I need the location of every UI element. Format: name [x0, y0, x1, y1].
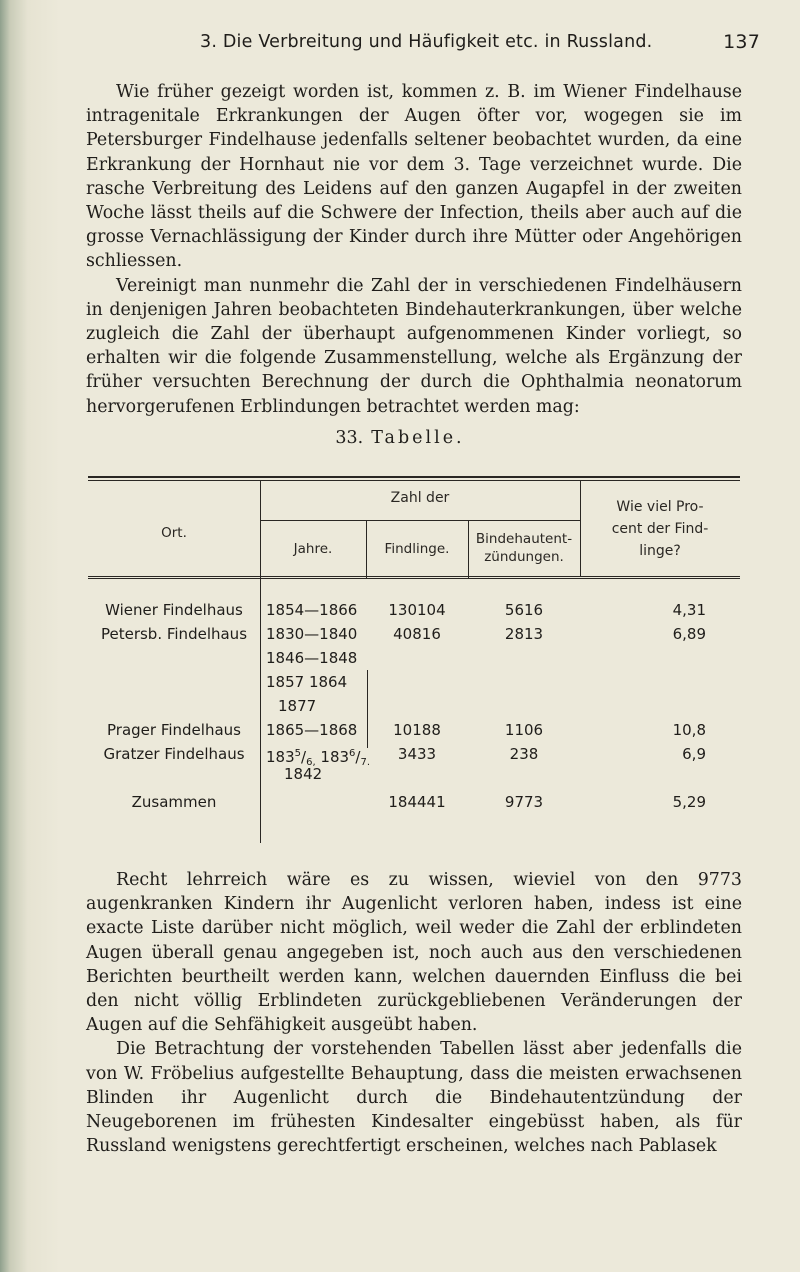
table-cell-bindehaut: 238 — [509, 745, 539, 763]
table-cell-jahre: 1846—1848 — [266, 649, 358, 667]
table-cell-findlinge: 184441 — [388, 793, 446, 811]
table-cell-jahre: 1854—1866 — [266, 601, 358, 619]
paragraph: Recht lehrreich wäre es zu wissen, wieviel von den 9773 augenkranken Kindern ihr Augenlicht verloren haben, indess ist eine exacte Liste darüber nicht möglich, weil weder die Zahl der erblindeten Augen überall genau angegeben ist, noch auch aus den verschiedenen Berichten beurtheilt werden kann, welchen dauernden Einfluss die bei den nicht völlig Erblindeten zurückgebliebenen Veränderungen der Augen auf die Sehfähigkeit ausgeübt haben. — [86, 870, 742, 1036]
table-cell-bindehaut: 5616 — [504, 601, 544, 619]
year-fraction: 183 — [320, 748, 350, 766]
table-cell-jahre: 1865—1868 — [266, 721, 358, 739]
table-cell-bindehaut: 9773 — [504, 793, 544, 811]
table-cell-bindehaut: 2813 — [504, 625, 544, 643]
table-cell-percent: 4,31 — [672, 601, 706, 619]
table-cell-jahre: $183^5/_{6,}$ $183^6/_{7.}$ — [266, 748, 371, 768]
table-cell-jahre: 1830—1840 — [266, 625, 358, 643]
table-cell-findlinge: 130104 — [388, 601, 446, 619]
header-bindehautentzuendungen — [468, 530, 580, 566]
table-cell-ort: Zusammen — [131, 793, 217, 811]
table-cell-percent: 6,89 — [672, 625, 706, 643]
body-text-bottom — [86, 868, 742, 1158]
header-line: cent der Find- — [611, 521, 709, 537]
table-cell-jahre: 1842 — [284, 765, 323, 783]
table-cell-ort: Prager Findelhaus — [107, 721, 241, 739]
header-zahl-der: Zahl der — [390, 490, 450, 506]
year-fraction: 183 — [266, 748, 295, 766]
paragraph: Wie früher gezeigt worden ist, kommen z. B. im Wiener Findelhause intragenitale Erkrankungen der Augen öfter vor, wogegen sie im Petersburger Findelhause jedenfalls seltener beobachtet wurden, da eine Erkrankung der Hornhaut nie vor dem 3. Tage verzeichnet wurde. Die rasche Verbreitung des Leidens auf den ganzen Augapfel in der zweiten Woche lässt theils auf die Schwere der Infection, theils aber auch auf die grosse Vernachlässigung der Kinder durch ihre Mütter oder Angehörigen schliessen. — [86, 82, 742, 272]
paragraph: Vereinigt man nunmehr die Zahl der in verschiedenen Findelhäusern in denjenigen Jahren beobachteten Bindehauterkrankungen, über welche zugleich die Zahl der überhaupt aufgenommenen Kinder vorliegt, so erhalten wir die folgende Zusammenstellung, welche als Ergänzung der früher versuchten Berechnung der durch die Ophthalmia neonatorum hervorgerufenen Erblindungen betrachtet werden mag: — [86, 275, 742, 417]
fraction-denominator: 7. — [360, 757, 371, 768]
top-double-rule-inner — [88, 480, 740, 481]
table-cell-ort: Petersb. Findelhaus — [100, 625, 248, 643]
top-double-rule — [88, 476, 740, 478]
header-percent — [580, 496, 740, 562]
header-line: Bindehautent- — [475, 531, 573, 547]
fraction-numerator: 6 — [349, 748, 356, 759]
table-cell-findlinge: 10188 — [393, 721, 441, 739]
statistics-table — [88, 476, 740, 846]
paragraph: Die Betrachtung der vorstehenden Tabellen lässt aber jedenfalls die von W. Fröbelius aufgestellte Behauptung, dass die meisten erwachsenen Blinden ihr Augenlicht durch die Bindehautentzündung der Neugeborenen im frühesten Kindesalter eingebüsst haben, als für Russland wenigstens gerechtfertigt erscheinen, welches nach Pablasek — [86, 1039, 742, 1157]
header-findlinge: Findlinge. — [384, 541, 450, 557]
fraction-numerator: 5 — [294, 748, 302, 759]
header-line: zündungen. — [484, 549, 564, 565]
table-title: Tabelle. — [371, 428, 465, 448]
header-rule — [88, 576, 740, 577]
table-cell-findlinge: 3433 — [397, 745, 437, 763]
table-cell-jahre: 1857 1864 — [266, 673, 348, 691]
table-caption — [0, 428, 800, 448]
subheader-rule — [260, 520, 580, 521]
column-divider — [260, 481, 261, 843]
table-cell-percent: 5,29 — [672, 793, 706, 811]
header-line: Wie viel Pro- — [616, 499, 704, 515]
header-jahre: Jahre. — [293, 541, 333, 557]
chapter-heading: 3. Die Verbreitung und Häufigkeit etc. in Russland. — [200, 32, 653, 52]
table-cell-findlinge: 40816 — [393, 625, 441, 643]
header-line: linge? — [639, 543, 681, 559]
header-rule-inner — [88, 578, 740, 579]
body-text-top — [86, 80, 742, 419]
table-cell-percent: 6,9 — [682, 745, 706, 763]
table-number: 33. — [335, 428, 364, 448]
table-cell-bindehaut: 1106 — [504, 721, 544, 739]
header-ort: Ort. — [161, 525, 187, 541]
table-cell-percent: 10,8 — [672, 721, 706, 739]
page-number: 137 — [723, 31, 760, 53]
table-cell-ort: Gratzer Findelhaus — [103, 745, 245, 763]
table-cell-ort: Wiener Findelhaus — [105, 601, 243, 619]
fraction-denominator: 6, — [306, 757, 316, 768]
table-cell-jahre: 1877 — [278, 697, 317, 715]
